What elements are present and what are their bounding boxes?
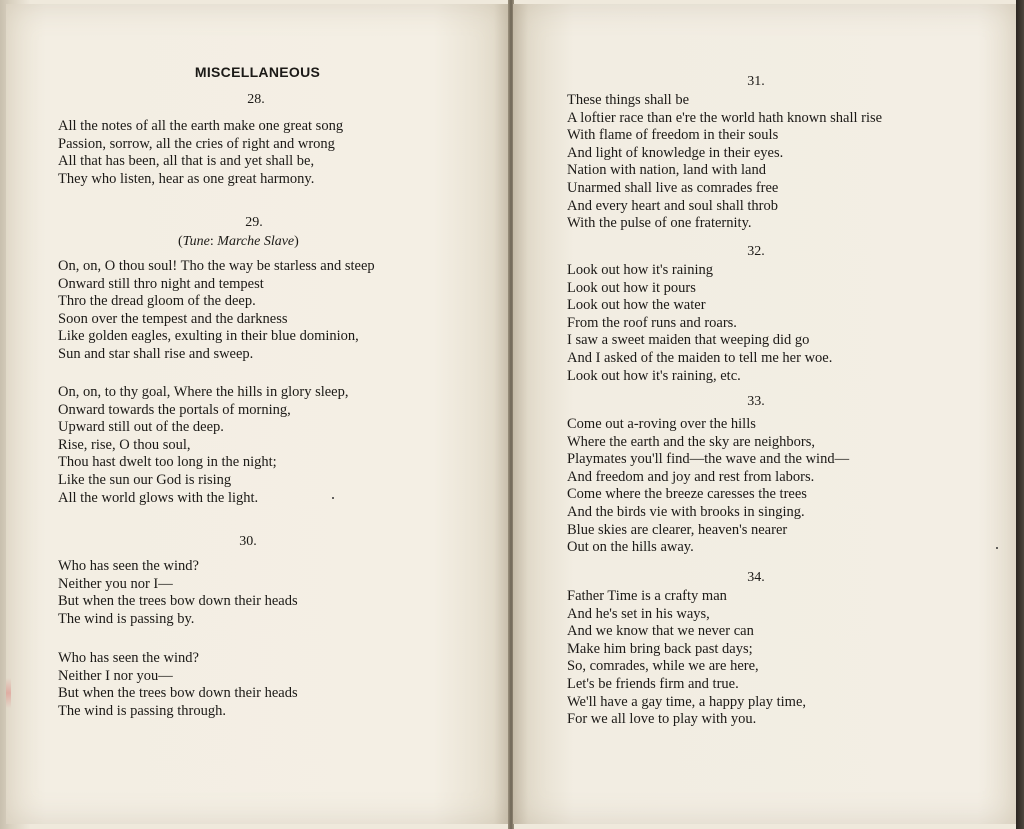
lyric-line: The wind is passing by. [58,610,195,627]
lyric-line: Look out how it's raining, etc. [567,367,741,384]
lyric-line: A loftier race than e're the world hath known shall rise [567,109,883,126]
lyric-line: And the birds vie with brooks in singing. [567,503,805,520]
lyric-line: Make him bring back past days; [567,640,753,657]
song-32-lyrics [567,262,832,385]
song-number-32: 32. [747,244,765,259]
tune-label: Tune [182,234,210,249]
lyric-line: Come where the breeze caresses the trees [567,486,807,503]
song-29-verse-1 [58,258,375,364]
lyric-line: From the roof runs and roars. [567,314,737,331]
book-cover-edge [1016,0,1024,829]
lyric-line: Look out how the water [567,297,706,314]
lyric-line: Look out how it pours [567,279,696,296]
lyric-line: Neither I nor you— [58,667,173,684]
lyric-line: Neither you nor I— [58,575,173,592]
lyric-line: And I asked of the maiden to tell me her woe. [567,349,833,366]
lyric-line: All the notes of all the earth make one great song [58,118,344,134]
lyric-line: Father Time is a crafty man [567,588,727,604]
lyric-line: Thou hast dwelt too long in the night; [58,454,277,471]
left-page [6,4,509,824]
lyric-line: Unarmed shall live as comrades free [567,179,779,196]
song-28-lyrics [58,118,343,188]
section-heading: MISCELLANEOUS [194,64,321,80]
lyric-line: We'll have a gay time, a happy play time, [567,693,807,710]
song-29-verse-2 [58,384,349,507]
song-30-verse-1 [58,558,298,628]
song-number-29: 29. [245,215,263,230]
song-34-lyrics [567,588,806,729]
lyric-line: Onward still thro night and tempest [58,275,264,292]
lyric-line: Onward towards the portals of morning, [58,401,291,418]
lyric-line: But when the trees bow down their heads [58,685,298,702]
song-number-31: 31. [747,74,765,89]
lyric-line: All that has been, all that is and yet shall be, [58,153,315,170]
lyric-line: Look out how it's raining [567,262,713,278]
song-number-33: 33. [747,394,765,409]
lyric-line: Come out a-roving over the hills [567,416,756,432]
lyric-line: Like the sun our God is rising [58,471,232,488]
lyric-line: Nation with nation, land with land [567,162,766,179]
lyric-line: The wind is passing through. [58,702,226,719]
lyric-line: On, on, O thou soul! Tho the way be starless and steep [58,258,375,274]
tune-note: (Tune: Marche Slave) [178,234,299,249]
lyric-line: Playmates you'll find—the wave and the wind— [567,451,850,468]
lyric-line: With flame of freedom in their souls [567,127,779,144]
lyric-line: All the world glows with the light. [58,489,259,506]
lyric-line: Passion, sorrow, all the cries of right and wrong [58,135,335,152]
lyric-line: I saw a sweet maiden that weeping did go [567,332,810,349]
lyric-line: Soon over the tempest and the darkness [58,310,288,327]
song-number-28: 28. [247,92,265,107]
ink-speck [996,547,998,549]
lyric-line: Sun and star shall rise and sweep. [58,345,254,362]
song-33-lyrics [567,416,849,557]
lyric-line: With the pulse of one fraternity. [567,215,752,232]
right-page [513,4,1018,824]
lyric-line: And we know that we never can [567,623,754,640]
lyric-line: Blue skies are clearer, heaven's nearer [567,521,788,538]
lyric-line: And he's set in his ways, [567,605,710,622]
ink-speck [332,497,334,499]
lyric-line: Who has seen the wind? [58,558,199,574]
lyric-line: They who listen, hear as one great harmony. [58,170,315,187]
lyric-line: But when the trees bow down their heads [58,593,298,610]
song-31-lyrics [567,92,882,233]
lyric-line: Out on the hills away. [567,539,694,556]
lyric-line: Like golden eagles, exulting in their blue dominion, [58,328,359,345]
page-stain [6,678,11,708]
lyric-line: These things shall be [567,92,690,108]
lyric-line: And every heart and soul shall throb [567,197,779,214]
lyric-line: Upward still out of the deep. [58,419,224,436]
lyric-line: And freedom and joy and rest from labors. [567,468,815,485]
lyric-line: Rise, rise, O thou soul, [58,436,191,453]
song-30-verse-2 [58,650,298,720]
lyric-line: Thro the dread gloom of the deep. [58,293,256,310]
lyric-line: For we all love to play with you. [567,711,757,728]
song-number-34: 34. [747,570,765,585]
lyric-line: On, on, to thy goal, Where the hills in glory sleep, [58,384,349,400]
lyric-line: Let's be friends firm and true. [567,675,739,692]
song-number-30: 30. [239,534,257,549]
tune-name: Marche Slave [217,234,295,249]
lyric-line: Who has seen the wind? [58,650,199,666]
lyric-line: And light of knowledge in their eyes. [567,144,784,161]
lyric-line: So, comrades, while we are here, [567,658,759,675]
lyric-line: Where the earth and the sky are neighbors, [567,433,816,450]
